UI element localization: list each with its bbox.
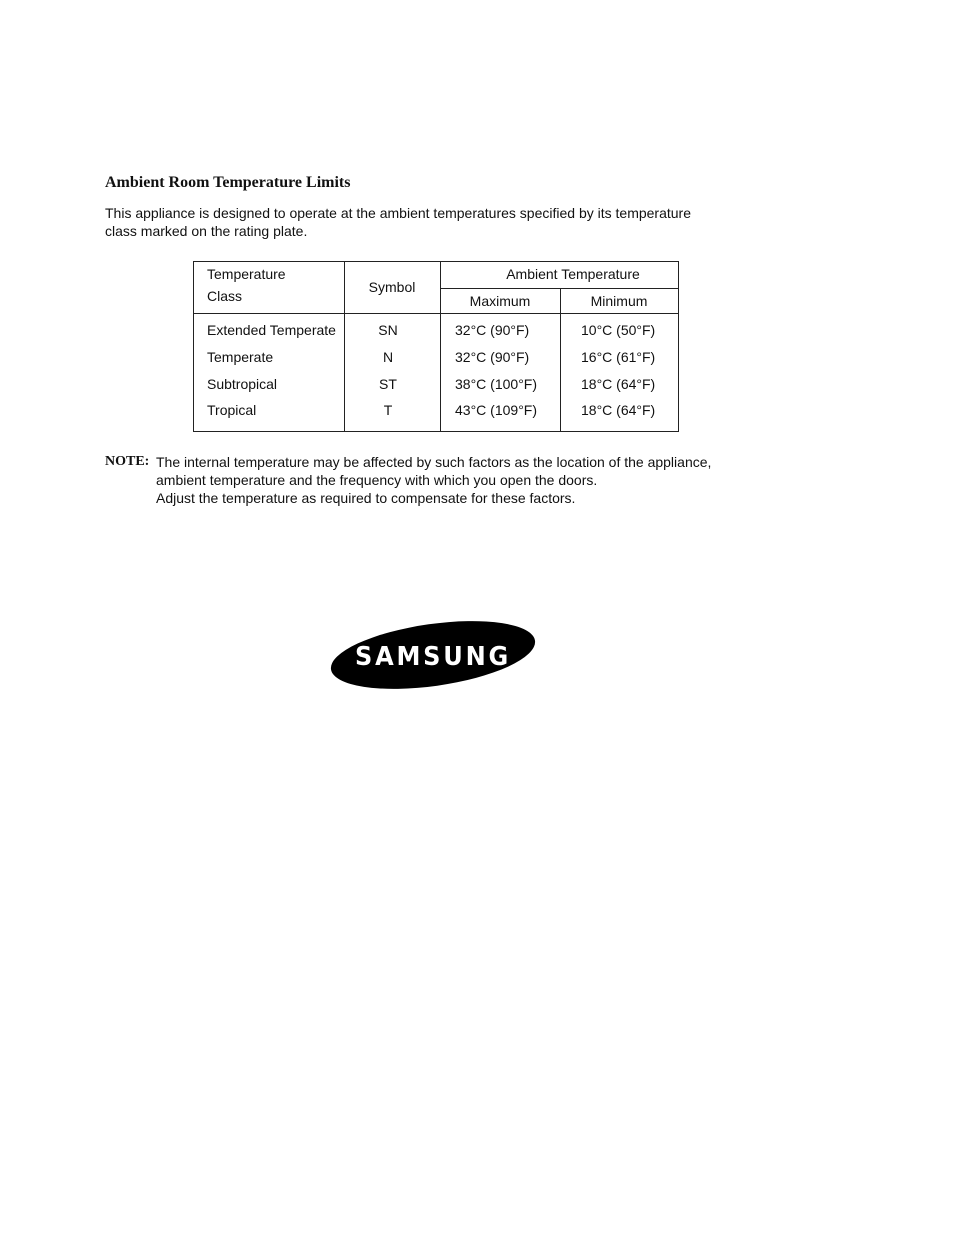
table-cell-class: Extended Temperate (207, 322, 336, 338)
table-cell-min: 18°C (64°F) (581, 402, 656, 418)
table-cell-class: Temperate (207, 349, 274, 365)
section-title: Ambient Room Temperature Limits (105, 174, 351, 191)
note-line-1: The internal temperature may be affected by such factors as the location of the appliance, (156, 454, 712, 470)
note-line-3: Adjust the temperature as required to compensate for these factors. (156, 490, 576, 506)
intro-line-2: class marked on the rating plate. (105, 223, 308, 239)
table-cell-class: Tropical (207, 402, 257, 418)
table-cell-max: 32°C (90°F) (455, 349, 530, 365)
samsung-logo (328, 620, 538, 690)
table-cell-max: 32°C (90°F) (455, 322, 530, 338)
table-divider (440, 288, 678, 289)
header-class-line-2: Class (207, 288, 243, 304)
table-cell-symbol: T (383, 402, 393, 418)
temperature-class-table (193, 261, 679, 432)
table-cell-max: 38°C (100°F) (455, 376, 538, 392)
table-cell-min: 18°C (64°F) (581, 376, 656, 392)
header-maximum: Maximum (469, 293, 531, 309)
table-cell-symbol: SN (378, 322, 398, 338)
header-class-line-1: Temperature (207, 266, 286, 282)
header-minimum: Minimum (590, 293, 648, 309)
table-divider (560, 289, 561, 431)
note-line-2: ambient temperature and the frequency with which you open the doors. (156, 472, 598, 488)
header-ambient-temperature: Ambient Temperature (506, 266, 640, 282)
intro-paragraph (105, 204, 765, 240)
table-divider (194, 313, 678, 314)
table-cell-min: 16°C (61°F) (581, 349, 656, 365)
header-symbol: Symbol (368, 279, 416, 295)
table-cell-symbol: N (382, 349, 394, 365)
table-cell-max: 43°C (109°F) (455, 402, 538, 418)
logo-text: SAMSUNG (355, 642, 511, 672)
note-label: NOTE: (105, 454, 150, 469)
table-cell-min: 10°C (50°F) (581, 322, 656, 338)
table-cell-symbol: ST (379, 376, 397, 392)
table-cell-class: Subtropical (207, 376, 278, 392)
intro-line-1: This appliance is designed to operate at the ambient temperatures specified by its temperature (105, 205, 691, 221)
